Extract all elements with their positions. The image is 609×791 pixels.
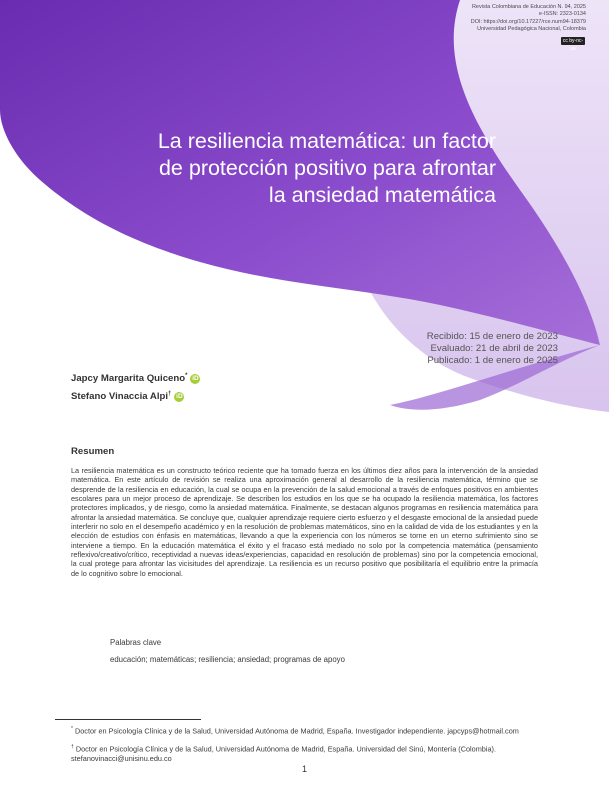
page-number: 1 <box>301 764 307 774</box>
author-mark: † <box>168 391 172 397</box>
journal-doi[interactable]: DOI: https://doi.org/10.17227/rce.num94-18379 <box>470 18 586 25</box>
footnote-divider <box>55 719 201 720</box>
orcid-icon[interactable]: iD <box>192 375 199 383</box>
journal-issn: e-ISSN: 2323-0134 <box>538 11 586 18</box>
abstract-text: La resiliencia matemática es un constructo teórico reciente que ha tomado fuerza en los últimos diez años para la intervención de la ansiedad matemática. En este artículo de revisión se realiza una aproximación general al desarrollo de la resiliencia matemática, término que se desprende de la resiliencia en educación, la cual se ocupa en la prevención de la salud emocional a través de enfoques positivos en ambientes escolares para un mejor proceso de aprendizaje. Se describen los estudios en los que se ha ocupado la resiliencia matemática, los factores protectores implicados, y de riesgo, como la ansiedad matemática. Finalmente, se destacan algunos programas en resiliencia matemática para afrontar la ansiedad matemática. Se concluye que, cualquier aprendizaje requiere cierto esfuerzo y el desgaste emocional de la ansiedad puede interferir no solo en el desempeño académico y en la resolución de problemas matemáticos, sino en la calidad de vida de los estudiantes y en la elección de estudios con énfasis en matemáticas, llevando a que la experiencia con los números se torne en un eterno sufrimiento sino se interviene a tiempo. En la educación matemática el éxito y el fracaso está mediado no solo por la competencia matemática (pensamiento reflexivo/creativo/crítico, receptividad a nuevas ideas/experiencias, capacidad en resolución de problemas) sino por la competencia emocional, la cual protege para afrontar las vicisitudes del aprendizaje. La resiliencia es un recurso positivo que posibilitaría el equilibrio entre la primacía de lo cognitivo sobre lo emocional. <box>71 466 538 578</box>
author-name: Stefano Vinaccia Alpi <box>71 391 169 403</box>
author-name: Japcy Margarita Quiceno <box>71 373 186 385</box>
keywords-heading: Palabras clave <box>110 638 162 647</box>
footnote-1 <box>71 725 541 736</box>
author-1 <box>71 373 200 384</box>
footnote-text: Doctor en Psicología Clínica y de la Salud, Universidad Autónoma de Madrid, España. Universidad del Sinú, Montería (Colombia). stefanovinacci@unisinu.edu.co <box>71 744 497 763</box>
author-mark: * <box>185 373 188 379</box>
cc-license-icon[interactable]: cc by-nc-sa <box>562 38 584 52</box>
author-2 <box>71 391 184 402</box>
title-line-1: La resiliencia matemática: un factor <box>157 129 496 153</box>
footnote-mark: † <box>71 744 74 750</box>
title-line-3: la ansiedad matemática <box>268 183 496 207</box>
date-received: Recibido: 15 de enero de 2023 <box>426 331 558 342</box>
footnote-mark: * <box>71 726 73 732</box>
footnote-text: Doctor en Psicología Clínica y de la Salud, Universidad Autónoma de Madrid, España. Investigador independiente. japcyps@hotmail.com <box>74 726 519 736</box>
journal-university: Universidad Pedagógica Nacional, Colombia <box>477 26 586 33</box>
article-dates <box>427 331 558 367</box>
abstract-heading: Resumen <box>71 446 115 457</box>
title-line-2: de protección positivo para afrontar <box>158 156 496 180</box>
journal-info <box>471 4 586 34</box>
footnote-2 <box>71 743 541 763</box>
date-evaluated: Evaluado: 21 de abril de 2023 <box>430 343 558 354</box>
keywords-text: educación; matemáticas; resiliencia; ansiedad; programas de apoyo <box>110 655 345 664</box>
orcid-icon[interactable]: iD <box>176 393 183 401</box>
article-title <box>76 128 496 209</box>
journal-name: Revista Colombiana de Educación N. 94, 2025 <box>471 4 586 10</box>
date-published: Publicado: 1 de enero de 2025 <box>427 355 558 366</box>
